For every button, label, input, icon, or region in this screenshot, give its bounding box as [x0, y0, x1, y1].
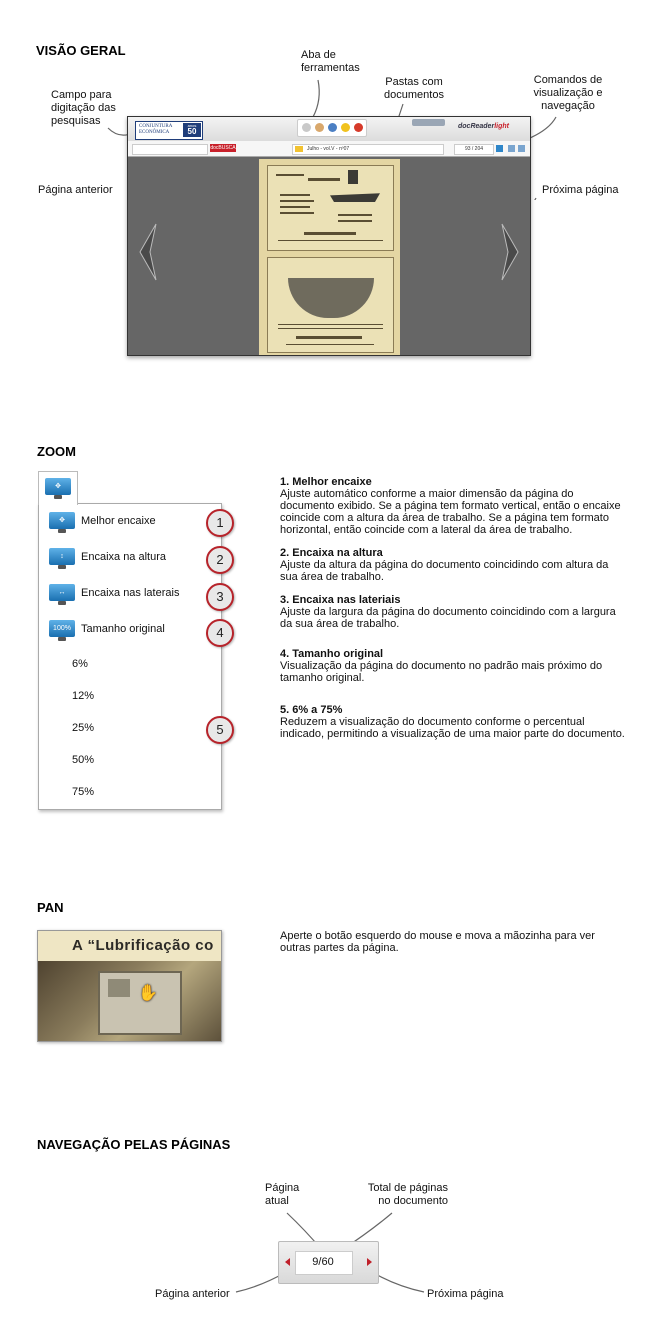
viewer-page-indicator[interactable]: 93 / 204 — [454, 144, 494, 155]
zoom-description-4 — [280, 648, 625, 684]
annotation-nav-next-page: Próxima página — [427, 1288, 504, 1300]
help-icon[interactable] — [341, 123, 350, 132]
brand-prefix: docReader — [458, 123, 495, 130]
fullscreen-icon[interactable] — [508, 145, 515, 152]
fit-best-icon: ✥ — [49, 512, 75, 534]
callout-badge-1: 1 — [206, 509, 234, 537]
zoom-option-best-fit[interactable]: Melhor encaixe — [81, 515, 156, 527]
zoom-tab-icon: ✥ — [45, 478, 71, 500]
zoom-option-original-size[interactable]: Tamanho original — [81, 623, 165, 635]
save-icon[interactable] — [315, 123, 324, 132]
annotation-tools-tab: Aba de ferramentas — [301, 49, 360, 74]
page-ad-bottom — [267, 257, 394, 353]
annotation-total-pages: Total de páginas no documento — [367, 1182, 448, 1207]
pan-description: Aperte o botão esquerdo do mouse e mova a mãozinha para ver outras partes da página. — [280, 930, 595, 954]
tools-tab[interactable] — [297, 119, 367, 137]
zoom-description-3-title: 3. Encaixa nas lateriais — [280, 594, 401, 606]
edit-icon[interactable] — [328, 123, 337, 132]
zoom-description-2-text: Ajuste da altura da página do documento coincidindo com altura da sua área de trabalho. — [280, 559, 609, 583]
zoom-description-3-text: Ajuste da largura da página do documento coincidindo com a largura da sua área de trabalho. — [280, 606, 616, 630]
header-button[interactable] — [412, 119, 445, 126]
annotation-commands: Comandos de visualização e navegação — [533, 74, 603, 112]
previous-page-button[interactable] — [285, 1258, 290, 1266]
folder-path: Julho - vol.V - nº07 — [307, 146, 350, 152]
callout-badge-2: 2 — [206, 546, 234, 574]
brand-suffix: light — [494, 123, 509, 130]
callout-badge-5: 5 — [206, 716, 234, 744]
fit-width-icon: ↔ — [49, 584, 75, 606]
zoom-description-5 — [280, 704, 625, 740]
zoom-option-75[interactable]: 75% — [72, 786, 95, 798]
zoom-description-3 — [280, 594, 625, 630]
section-title-overview: VISÃO GERAL — [36, 43, 126, 58]
zoom-option-fit-height[interactable]: Encaixa na altura — [81, 551, 166, 563]
zoom-description-1-title: 1. Melhor encaixe — [280, 476, 372, 488]
viewer-toolbar — [128, 117, 530, 142]
print-icon[interactable] — [302, 123, 311, 132]
original-size-icon: 100% — [49, 620, 75, 642]
logo-badge — [183, 123, 201, 137]
logo-text: CONJUNTURA ECONÔMICA — [139, 124, 173, 135]
fit-height-icon: ↕ — [49, 548, 75, 570]
folder-icon — [295, 146, 303, 152]
page-ad-top — [267, 165, 394, 251]
publication-logo — [135, 121, 203, 140]
logo-badge-number: 50 — [187, 127, 197, 136]
document-page[interactable] — [259, 159, 400, 355]
viewer-search-bar — [128, 141, 530, 157]
zoom-option-50[interactable]: 50% — [72, 754, 95, 766]
zoom-description-2-title: 2. Encaixa na altura — [280, 547, 383, 559]
section-title-navigation: NAVEGAÇÃO PELAS PÁGINAS — [37, 1137, 231, 1152]
next-page-arrow-icon[interactable] — [500, 222, 520, 282]
zoom-description-5-text: Reduzem a visualização do documento conforme o percentual indicado, permitindo a visualização de uma maior parte do documento. — [280, 716, 625, 740]
brand-name — [458, 123, 509, 130]
zoom-tab-button[interactable] — [38, 471, 78, 505]
total-pages-value: /60 — [318, 1256, 334, 1268]
search-button[interactable]: docBUSCA — [210, 145, 236, 151]
zoom-option-12[interactable]: 12% — [72, 690, 95, 702]
page-navigator — [278, 1241, 379, 1284]
next-page-button[interactable] — [367, 1258, 372, 1266]
zoom-description-1 — [280, 476, 625, 536]
zoom-description-5-title: 5. 6% a 75% — [280, 704, 343, 716]
callout-badge-4: 4 — [206, 619, 234, 647]
zoom-option-25[interactable]: 25% — [72, 722, 95, 734]
view-icon[interactable] — [518, 145, 525, 152]
page-counter — [295, 1251, 351, 1273]
section-title-zoom: ZOOM — [37, 444, 76, 459]
search-input[interactable] — [132, 144, 208, 155]
annotation-nav-prev-page: Página anterior — [155, 1288, 230, 1300]
zoom-description-4-text: Visualização da página do documento no padrão mais próximo do tamanho original. — [280, 660, 603, 684]
zoom-option-fit-width[interactable]: Encaixa nas laterais — [81, 587, 180, 599]
zoom-icon[interactable] — [496, 145, 503, 152]
annotation-next-page: Próxima página — [542, 184, 619, 196]
annotation-prev-page: Página anterior — [38, 184, 113, 196]
logo-badge-top: anos — [187, 123, 197, 128]
pan-preview-image[interactable] — [37, 930, 222, 1042]
zoom-description-1-text: Ajuste automático conforme a maior dimensão da página do documento exibido. Se a página tem formato vertical, então o encaixe coincide com a altura da área de trabalho. Se a página tem formato horizontal, então coincide com a lateral da área de trabalho. — [280, 488, 621, 536]
zoom-description-2 — [280, 547, 625, 583]
annotation-folders: Pastas com documentos — [384, 76, 444, 101]
current-page-value: 9 — [312, 1256, 319, 1268]
annotation-current-page: Página atual — [265, 1182, 300, 1207]
pan-image-heading: A “Lubrificação co — [72, 937, 214, 954]
zoom-menu — [38, 503, 222, 810]
close-icon[interactable] — [354, 123, 363, 132]
section-title-pan: PAN — [37, 900, 64, 915]
previous-page-arrow-icon[interactable] — [138, 222, 158, 282]
zoom-option-6[interactable]: 6% — [72, 658, 88, 670]
hand-cursor-icon: ✋ — [138, 985, 158, 1002]
callout-badge-3: 3 — [206, 583, 234, 611]
folder-selector[interactable] — [292, 144, 444, 155]
zoom-description-4-title: 4. Tamanho original — [280, 648, 384, 660]
document-viewer — [127, 116, 531, 356]
annotation-search-field: Campo para digitação das pesquisas — [51, 89, 116, 127]
